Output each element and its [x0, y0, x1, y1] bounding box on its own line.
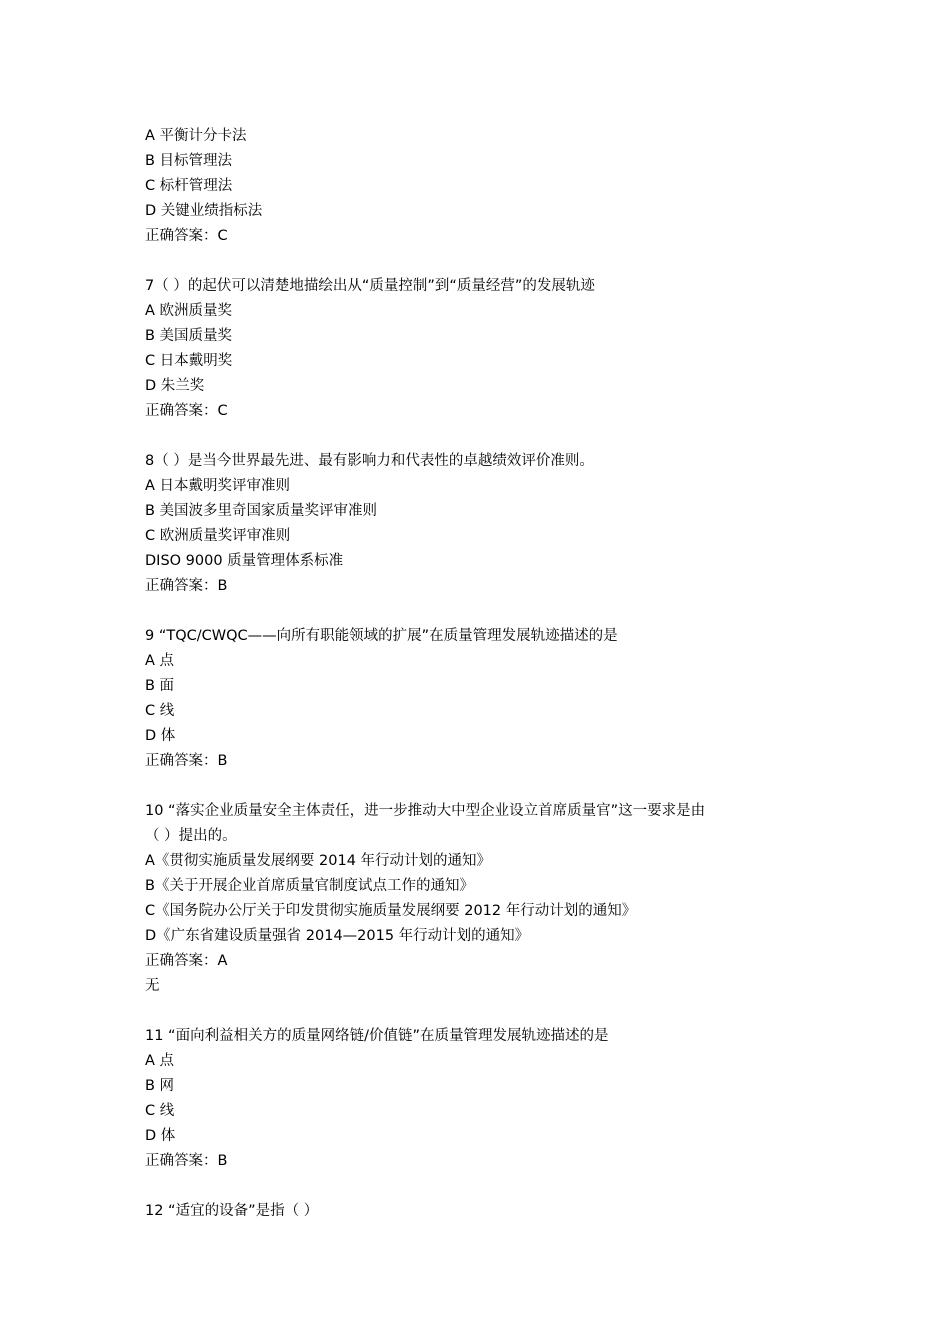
option-line: 无 — [145, 978, 160, 994]
option-line: B 美国波多里奇国家质量奖评审准则 — [145, 503, 378, 519]
option-line: B 面 — [145, 678, 175, 694]
question-block — [145, 274, 835, 424]
question-block — [145, 124, 835, 249]
question-text: 11 “面向利益相关方的质量网络链/价值链”在质量管理发展轨迹描述的是 — [145, 1028, 609, 1044]
option-line: C 线 — [145, 703, 175, 719]
answer-line: 正确答案：B — [145, 753, 228, 769]
question-block — [145, 799, 835, 999]
option-line: C 欧洲质量奖评审准则 — [145, 528, 291, 544]
option-line: B 网 — [145, 1078, 175, 1094]
option-line: D 体 — [145, 728, 176, 744]
option-line: D《广东省建设质量强省 2014—2015 年行动计划的通知》 — [145, 928, 530, 944]
block-spacer — [145, 999, 835, 1024]
option-line: C 标杆管理法 — [145, 178, 233, 194]
question-text: 10 “落实企业质量安全主体责任，进一步推动大中型企业设立首席质量官”这一要求是由 — [145, 803, 706, 819]
option-line: B 目标管理法 — [145, 153, 233, 169]
question-block — [145, 1024, 835, 1174]
option-line: C 日本戴明奖 — [145, 353, 233, 369]
option-line: C 线 — [145, 1103, 175, 1119]
answer-line: 正确答案：C — [145, 403, 228, 419]
block-spacer — [145, 599, 835, 624]
question-text: 12 “适宜的设备”是指（ ） — [145, 1203, 319, 1219]
answer-line: 正确答案：C — [145, 228, 228, 244]
option-line: D 体 — [145, 1128, 176, 1144]
question-block — [145, 624, 835, 774]
question-text: 7（ ）的起伏可以清楚地描绘出从“质量控制”到“质量经营”的发展轨迹 — [145, 278, 595, 294]
option-line: A 平衡计分卡法 — [145, 128, 247, 144]
answer-line: 正确答案：B — [145, 1153, 228, 1169]
option-line: A 欧洲质量奖 — [145, 303, 233, 319]
option-line: DISO 9000 质量管理体系标准 — [145, 553, 344, 569]
question-block — [145, 449, 835, 599]
option-line: A 日本戴明奖评审准则 — [145, 478, 291, 494]
option-line: B 美国质量奖 — [145, 328, 233, 344]
block-spacer — [145, 774, 835, 799]
document-body — [145, 124, 835, 1224]
option-line: D 关键业绩指标法 — [145, 203, 263, 219]
answer-line: 正确答案：B — [145, 578, 228, 594]
block-spacer — [145, 1174, 835, 1199]
question-text: 8（ ）是当今世界最先进、最有影响力和代表性的卓越绩效评价准则。 — [145, 453, 594, 469]
option-line: D 朱兰奖 — [145, 378, 205, 394]
option-line: A《贯彻实施质量发展纲要 2014 年行动计划的通知》 — [145, 853, 492, 869]
question-text: 9 “TQC/CWQC——向所有职能领域的扩展”在质量管理发展轨迹描述的是 — [145, 628, 618, 644]
block-spacer — [145, 249, 835, 274]
option-line: B《关于开展企业首席质量官制度试点工作的通知》 — [145, 878, 474, 894]
option-line: C《国务院办公厅关于印发贯彻实施质量发展纲要 2012 年行动计划的通知》 — [145, 903, 637, 919]
answer-line: 正确答案：A — [145, 953, 228, 969]
block-spacer — [145, 424, 835, 449]
question-text: （ ）提出的。 — [145, 828, 237, 844]
option-line: A 点 — [145, 1053, 175, 1069]
option-line: A 点 — [145, 653, 175, 669]
question-block — [145, 1199, 835, 1224]
